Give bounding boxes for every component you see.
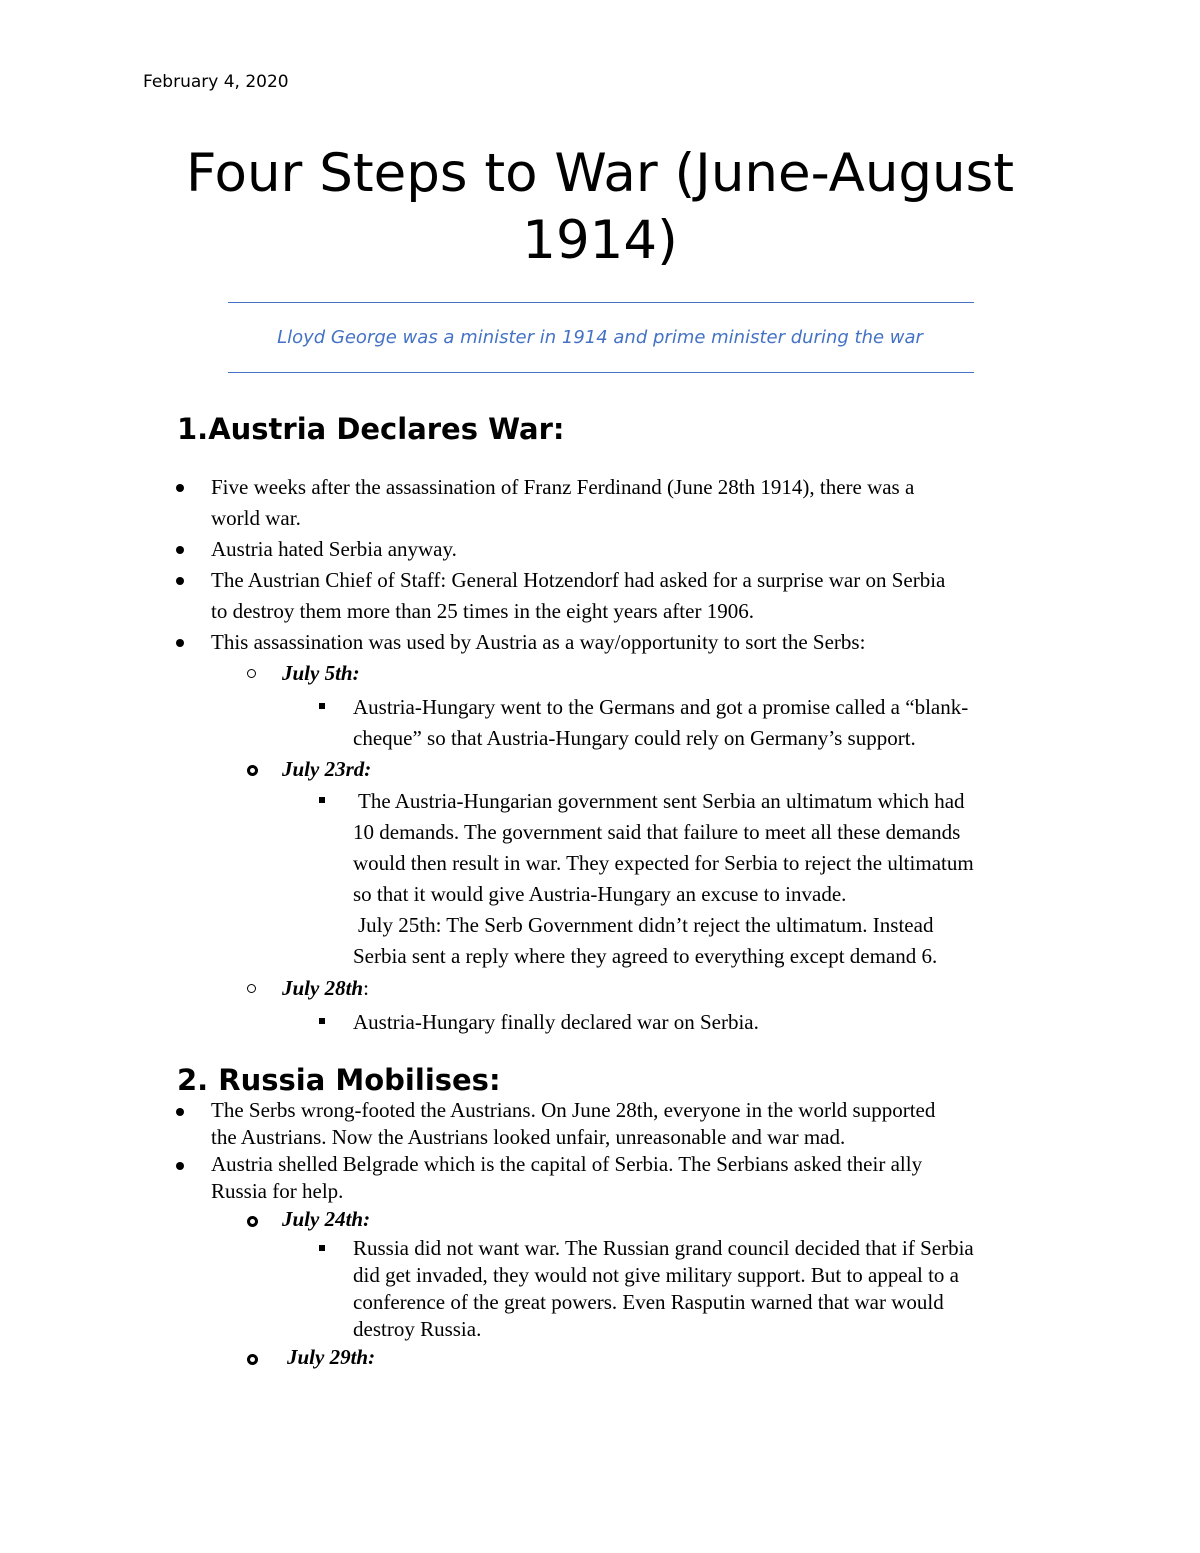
- page-title: [150, 140, 1050, 274]
- s1-bullet-4: This assassination was used by Austria as a way/opportunity to sort the Serbs:: [211, 630, 866, 654]
- bullet-circle: [247, 1354, 258, 1365]
- bullet-disc: [176, 546, 184, 554]
- bullet-square: [319, 797, 325, 803]
- quote-top-rule: [228, 302, 974, 303]
- bullet-circle: [247, 669, 256, 678]
- s2-july-24-line-4: destroy Russia.: [353, 1317, 482, 1341]
- s1-july-23-line-4: so that it would give Austria-Hungary an excuse to invade.: [353, 882, 847, 906]
- s1-bullet-1-line-2: world war.: [211, 506, 301, 530]
- s2-date-july-29: July 29th:: [287, 1345, 376, 1369]
- s2-bullet-2-line-1: Austria shelled Belgrade which is the capital of Serbia. The Serbians asked their ally: [211, 1152, 923, 1176]
- s1-july-23-line-2: 10 demands. The government said that failure to meet all these demands: [353, 820, 961, 844]
- s1-july-23-line-1: The Austria-Hungarian government sent Serbia an ultimatum which had: [358, 789, 965, 813]
- bullet-disc: [176, 1162, 184, 1170]
- document-date: February 4, 2020: [143, 72, 289, 92]
- bullet-disc: [176, 577, 184, 585]
- s1-july-23-line-5: July 25th: The Serb Government didn’t reject the ultimatum. Instead: [358, 913, 934, 937]
- bullet-disc: [176, 639, 184, 647]
- bullet-disc: [176, 1108, 184, 1116]
- s2-bullet-2-line-2: Russia for help.: [211, 1179, 344, 1203]
- s1-date-july-23: July 23rd:: [282, 757, 372, 781]
- s1-bullet-3-line-2: to destroy them more than 25 times in the eight years after 1906.: [211, 599, 754, 623]
- section-1-heading: 1.Austria Declares War:: [177, 412, 565, 446]
- s2-bullet-1-line-2: the Austrians. Now the Austrians looked unfair, unreasonable and war mad.: [211, 1125, 846, 1149]
- s1-date-july-28-label: July 28th: [282, 976, 364, 1000]
- s2-july-24-line-3: conference of the great powers. Even Rasputin warned that war would: [353, 1290, 944, 1314]
- intense-quote: Lloyd George was a minister in 1914 and prime minister during the war: [277, 327, 923, 348]
- bullet-square: [319, 1245, 325, 1251]
- s2-july-24-line-2: did get invaded, they would not give military support. But to appeal to a: [353, 1263, 959, 1287]
- bullet-disc: [176, 484, 184, 492]
- s1-bullet-2: Austria hated Serbia anyway.: [211, 537, 457, 561]
- bullet-square: [319, 703, 325, 709]
- title-line-1: Four Steps to War (June-August: [185, 143, 1015, 204]
- s1-july-23-line-6: Serbia sent a reply where they agreed to everything except demand 6.: [353, 944, 938, 968]
- section-2-heading: 2. Russia Mobilises:: [177, 1063, 501, 1097]
- s1-july-23-line-3: would then result in war. They expected for Serbia to reject the ultimatum: [353, 851, 974, 875]
- s1-date-july-28-colon: :: [363, 976, 369, 1000]
- s1-july-5-line-2: cheque” so that Austria-Hungary could rely on Germany’s support.: [353, 726, 916, 750]
- bullet-square: [319, 1018, 325, 1024]
- bullet-circle: [247, 765, 258, 776]
- s1-bullet-3-line-1: The Austrian Chief of Staff: General Hotzendorf had asked for a surprise war on Serbia: [211, 568, 946, 592]
- s1-july-5-line-1: Austria-Hungary went to the Germans and got a promise called a “blank-: [353, 695, 969, 719]
- s1-date-july-5: July 5th:: [282, 661, 360, 685]
- s2-july-24-line-1: Russia did not want war. The Russian grand council decided that if Serbia: [353, 1236, 974, 1260]
- bullet-circle: [247, 1216, 258, 1227]
- s1-bullet-1-line-1: Five weeks after the assassination of Franz Ferdinand (June 28th 1914), there was a: [211, 475, 915, 499]
- bullet-circle: [247, 984, 256, 993]
- title-line-2: 1914): [522, 210, 678, 271]
- s2-bullet-1-line-1: The Serbs wrong-footed the Austrians. On June 28th, everyone in the world supported: [211, 1098, 936, 1122]
- quote-bottom-rule: [228, 372, 974, 373]
- s1-date-july-28: [282, 973, 369, 1004]
- s1-july-28-line-1: Austria-Hungary finally declared war on Serbia.: [353, 1010, 759, 1034]
- s2-date-july-24: July 24th:: [282, 1207, 371, 1231]
